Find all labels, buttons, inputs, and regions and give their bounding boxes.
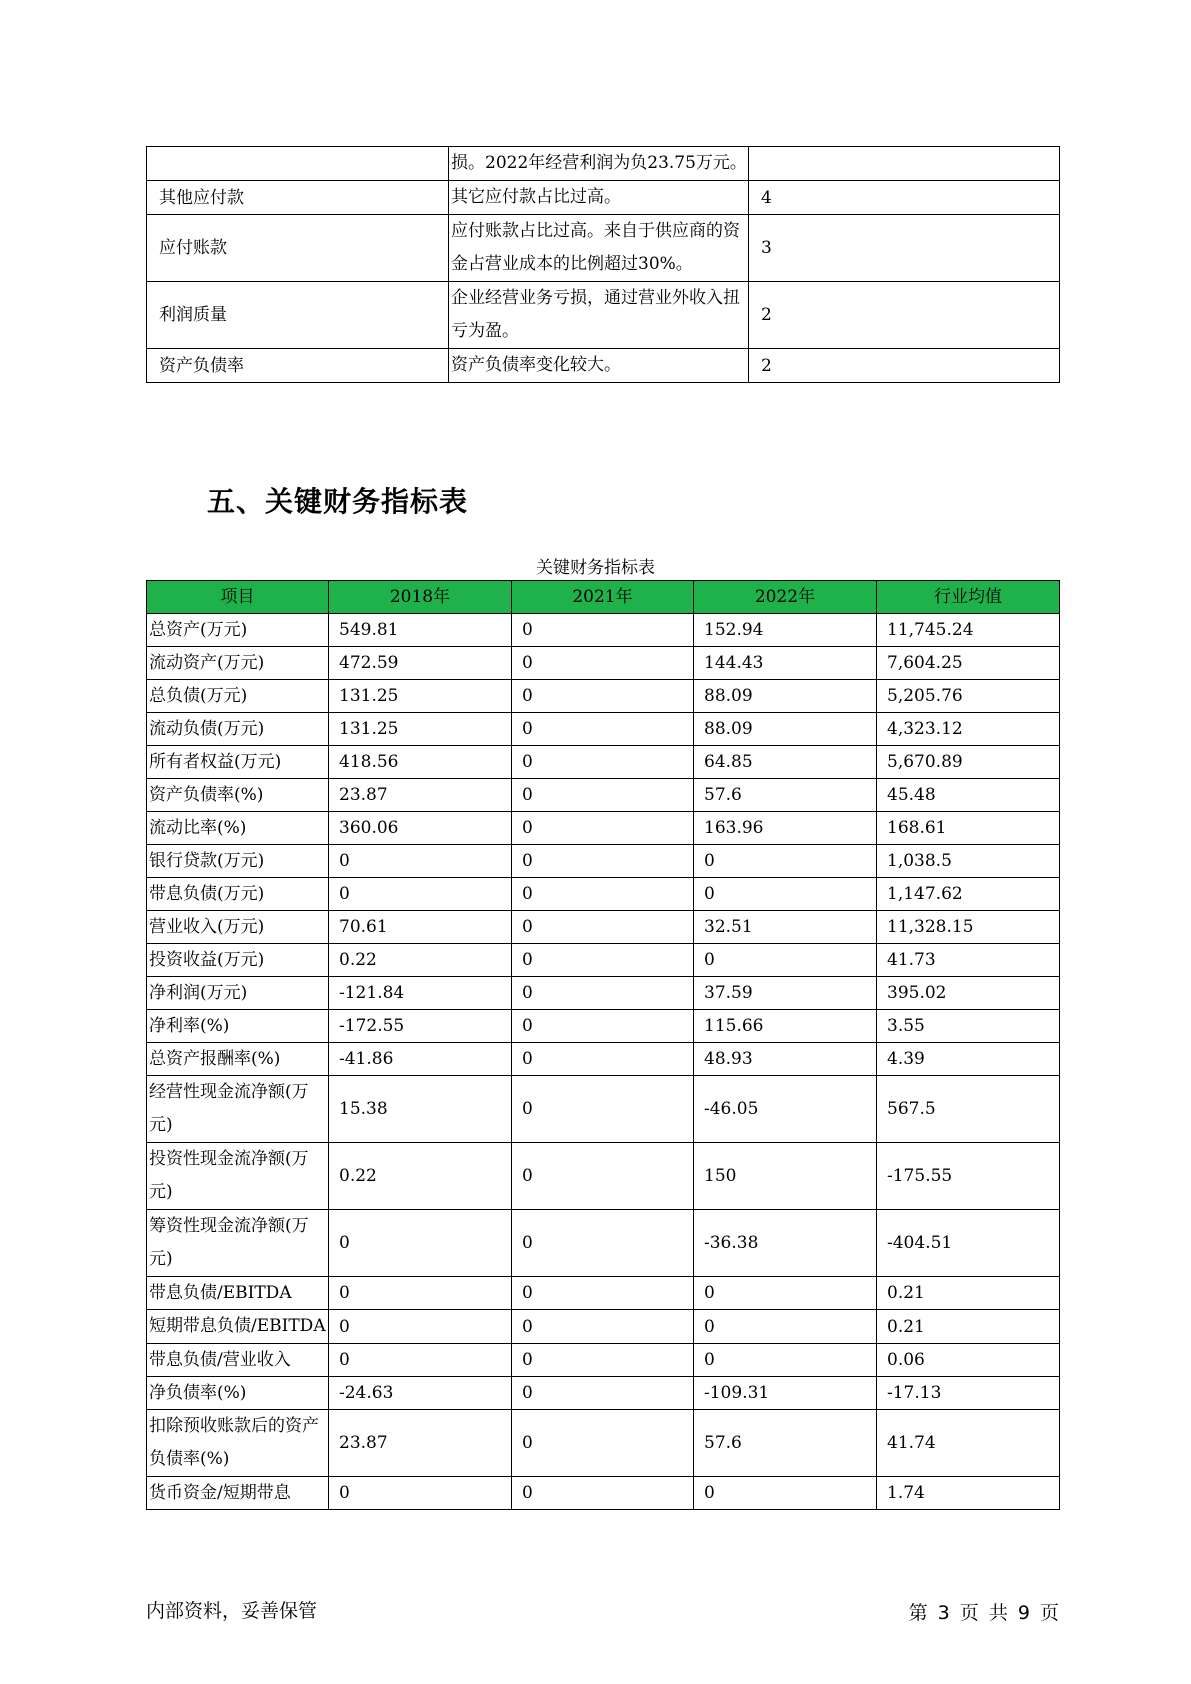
- table-row: [147, 878, 1060, 911]
- risk-score-cell: 3: [749, 215, 1060, 282]
- kpi-value-cell: 0.06: [877, 1344, 1060, 1377]
- kpi-value-cell: 7,604.25: [877, 647, 1060, 680]
- kpi-value-cell: 0: [512, 1210, 694, 1277]
- kpi-value-cell: 0: [512, 911, 694, 944]
- table-row: [147, 812, 1060, 845]
- risk-desc-cell: 损。2022年经营利润为负23.75万元。: [449, 147, 749, 181]
- kpi-value-cell: 3.55: [877, 1010, 1060, 1043]
- kpi-value-cell: 4.39: [877, 1043, 1060, 1076]
- kpi-value-cell: -109.31: [694, 1377, 877, 1410]
- kpi-value-cell: 0: [512, 845, 694, 878]
- risk-score-cell: [749, 147, 1060, 181]
- risk-table-body: [147, 147, 1060, 383]
- kpi-value-cell: 0: [329, 1310, 512, 1344]
- risk-item-cell: 利润质量: [147, 282, 449, 349]
- kpi-label-cell: 银行贷款(万元): [147, 845, 329, 878]
- kpi-label-cell: 短期带息负债/EBITDA: [147, 1310, 329, 1344]
- kpi-value-cell: 0: [512, 647, 694, 680]
- kpi-value-cell: -41.86: [329, 1043, 512, 1076]
- risk-item-cell: 应付账款: [147, 215, 449, 282]
- kpi-value-cell: 88.09: [694, 680, 877, 713]
- kpi-value-cell: 11,328.15: [877, 911, 1060, 944]
- kpi-label-cell: 总资产报酬率(%): [147, 1043, 329, 1076]
- kpi-value-cell: 45.48: [877, 779, 1060, 812]
- kpi-value-cell: 32.51: [694, 911, 877, 944]
- table-row: [147, 1477, 1060, 1510]
- table-row: [147, 282, 1060, 349]
- risk-desc-cell: 其它应付款占比过高。: [449, 181, 749, 215]
- table-row: [147, 147, 1060, 181]
- kpi-label-cell: 流动负债(万元): [147, 713, 329, 746]
- kpi-value-cell: 88.09: [694, 713, 877, 746]
- kpi-label-cell: 总资产(万元): [147, 614, 329, 647]
- kpi-header-row: [147, 581, 1060, 614]
- kpi-value-cell: -172.55: [329, 1010, 512, 1043]
- risk-table: [146, 146, 1060, 383]
- kpi-value-cell: 418.56: [329, 746, 512, 779]
- table-row: [147, 1310, 1060, 1344]
- kpi-value-cell: 41.73: [877, 944, 1060, 977]
- kpi-value-cell: 37.59: [694, 977, 877, 1010]
- kpi-value-cell: 131.25: [329, 713, 512, 746]
- kpi-header-cell: 2018年: [329, 581, 512, 614]
- kpi-label-cell: 流动比率(%): [147, 812, 329, 845]
- kpi-table-caption: 关键财务指标表: [536, 558, 655, 578]
- kpi-value-cell: 0: [512, 614, 694, 647]
- footer-confidential-note: 内部资料，妥善保管: [146, 1600, 318, 1622]
- kpi-label-cell: 流动资产(万元): [147, 647, 329, 680]
- kpi-value-cell: 472.59: [329, 647, 512, 680]
- table-row: [147, 1143, 1060, 1210]
- kpi-value-cell: 0: [512, 1344, 694, 1377]
- kpi-value-cell: 0: [329, 1210, 512, 1277]
- kpi-value-cell: 0: [512, 977, 694, 1010]
- kpi-value-cell: 1,147.62: [877, 878, 1060, 911]
- kpi-value-cell: 57.6: [694, 779, 877, 812]
- kpi-value-cell: 131.25: [329, 680, 512, 713]
- kpi-value-cell: 360.06: [329, 812, 512, 845]
- table-row: [147, 614, 1060, 647]
- kpi-value-cell: 0: [329, 1277, 512, 1310]
- kpi-value-cell: 11,745.24: [877, 614, 1060, 647]
- kpi-value-cell: 0: [694, 1310, 877, 1344]
- kpi-label-cell: 营业收入(万元): [147, 911, 329, 944]
- kpi-table-head: [147, 581, 1060, 614]
- kpi-value-cell: 1,038.5: [877, 845, 1060, 878]
- kpi-table-body: [147, 614, 1060, 1510]
- kpi-value-cell: -175.55: [877, 1143, 1060, 1210]
- table-row: [147, 1410, 1060, 1477]
- kpi-value-cell: 15.38: [329, 1076, 512, 1143]
- risk-desc-cell: 企业经营业务亏损，通过营业外收入扭亏为盈。: [449, 282, 749, 349]
- kpi-label-cell: 筹资性现金流净额(万元): [147, 1210, 329, 1277]
- kpi-label-cell: 带息负债(万元): [147, 878, 329, 911]
- kpi-value-cell: 0.22: [329, 1143, 512, 1210]
- table-row: [147, 779, 1060, 812]
- kpi-value-cell: 41.74: [877, 1410, 1060, 1477]
- table-row: [147, 181, 1060, 215]
- kpi-value-cell: -17.13: [877, 1377, 1060, 1410]
- kpi-value-cell: 0: [512, 812, 694, 845]
- risk-item-cell: 其他应付款: [147, 181, 449, 215]
- kpi-value-cell: 0: [694, 1344, 877, 1377]
- kpi-label-cell: 投资收益(万元): [147, 944, 329, 977]
- kpi-value-cell: 23.87: [329, 779, 512, 812]
- kpi-value-cell: 0: [694, 845, 877, 878]
- footer-page-number: 第 3 页 共 9 页: [908, 1602, 1059, 1624]
- kpi-value-cell: 567.5: [877, 1076, 1060, 1143]
- kpi-value-cell: 0: [694, 1277, 877, 1310]
- kpi-value-cell: 48.93: [694, 1043, 877, 1076]
- kpi-value-cell: -36.38: [694, 1210, 877, 1277]
- kpi-value-cell: 5,205.76: [877, 680, 1060, 713]
- kpi-value-cell: 0: [512, 1410, 694, 1477]
- kpi-value-cell: 0.21: [877, 1277, 1060, 1310]
- kpi-header-cell: 2021年: [512, 581, 694, 614]
- kpi-value-cell: 168.61: [877, 812, 1060, 845]
- kpi-value-cell: 0: [512, 1076, 694, 1143]
- kpi-value-cell: 0: [512, 1310, 694, 1344]
- kpi-value-cell: 0: [329, 845, 512, 878]
- kpi-label-cell: 投资性现金流净额(万元): [147, 1143, 329, 1210]
- kpi-value-cell: -121.84: [329, 977, 512, 1010]
- kpi-label-cell: 扣除预收账款后的资产负债率(%): [147, 1410, 329, 1477]
- risk-score-cell: 2: [749, 282, 1060, 349]
- kpi-value-cell: 0: [512, 779, 694, 812]
- kpi-value-cell: 0: [512, 1277, 694, 1310]
- table-row: [147, 1010, 1060, 1043]
- kpi-value-cell: 4,323.12: [877, 713, 1060, 746]
- kpi-value-cell: 0: [329, 1477, 512, 1510]
- table-row: [147, 944, 1060, 977]
- table-row: [147, 647, 1060, 680]
- table-row: [147, 349, 1060, 383]
- kpi-header-cell: 2022年: [694, 581, 877, 614]
- kpi-value-cell: 0: [512, 944, 694, 977]
- risk-score-cell: 4: [749, 181, 1060, 215]
- kpi-value-cell: 0: [512, 713, 694, 746]
- table-row: [147, 1076, 1060, 1143]
- table-row: [147, 746, 1060, 779]
- table-row: [147, 713, 1060, 746]
- kpi-label-cell: 带息负债/营业收入: [147, 1344, 329, 1377]
- kpi-value-cell: 0.21: [877, 1310, 1060, 1344]
- kpi-value-cell: 0: [512, 1477, 694, 1510]
- kpi-label-cell: 经营性现金流净额(万元): [147, 1076, 329, 1143]
- kpi-value-cell: 152.94: [694, 614, 877, 647]
- kpi-value-cell: 57.6: [694, 1410, 877, 1477]
- risk-desc-cell: 应付账款占比过高。来自于供应商的资金占营业成本的比例超过30%。: [449, 215, 749, 282]
- risk-score-cell: 2: [749, 349, 1060, 383]
- kpi-value-cell: 115.66: [694, 1010, 877, 1043]
- kpi-value-cell: 0: [512, 878, 694, 911]
- kpi-value-cell: 0: [694, 878, 877, 911]
- kpi-value-cell: 144.43: [694, 647, 877, 680]
- kpi-label-cell: 资产负债率(%): [147, 779, 329, 812]
- risk-item-cell: 资产负债率: [147, 349, 449, 383]
- kpi-value-cell: -24.63: [329, 1377, 512, 1410]
- kpi-value-cell: 395.02: [877, 977, 1060, 1010]
- kpi-label-cell: 净利润(万元): [147, 977, 329, 1010]
- section-heading: 五、关键财务指标表: [207, 485, 469, 518]
- kpi-value-cell: 0: [694, 1477, 877, 1510]
- kpi-value-cell: 0: [512, 1377, 694, 1410]
- kpi-value-cell: 0: [512, 1043, 694, 1076]
- kpi-label-cell: 总负债(万元): [147, 680, 329, 713]
- kpi-value-cell: 0: [512, 746, 694, 779]
- kpi-value-cell: -404.51: [877, 1210, 1060, 1277]
- kpi-label-cell: 带息负债/EBITDA: [147, 1277, 329, 1310]
- table-row: [147, 1377, 1060, 1410]
- kpi-value-cell: 0: [329, 878, 512, 911]
- kpi-label-cell: 净负债率(%): [147, 1377, 329, 1410]
- table-row: [147, 215, 1060, 282]
- kpi-value-cell: 0: [512, 680, 694, 713]
- table-row: [147, 977, 1060, 1010]
- kpi-label-cell: 所有者权益(万元): [147, 746, 329, 779]
- kpi-header-cell: 项目: [147, 581, 329, 614]
- kpi-table: [146, 580, 1060, 1510]
- risk-item-cell: [147, 147, 449, 181]
- kpi-value-cell: 5,670.89: [877, 746, 1060, 779]
- table-row: [147, 1277, 1060, 1310]
- kpi-value-cell: 0: [512, 1143, 694, 1210]
- kpi-value-cell: 549.81: [329, 614, 512, 647]
- table-row: [147, 1210, 1060, 1277]
- kpi-value-cell: 1.74: [877, 1477, 1060, 1510]
- kpi-value-cell: 0: [329, 1344, 512, 1377]
- kpi-value-cell: -46.05: [694, 1076, 877, 1143]
- table-row: [147, 845, 1060, 878]
- table-row: [147, 1344, 1060, 1377]
- kpi-value-cell: 70.61: [329, 911, 512, 944]
- risk-desc-cell: 资产负债率变化较大。: [449, 349, 749, 383]
- kpi-label-cell: 货币资金/短期带息: [147, 1477, 329, 1510]
- kpi-value-cell: 0: [694, 944, 877, 977]
- table-row: [147, 680, 1060, 713]
- kpi-value-cell: 150: [694, 1143, 877, 1210]
- kpi-label-cell: 净利率(%): [147, 1010, 329, 1043]
- kpi-value-cell: 64.85: [694, 746, 877, 779]
- table-row: [147, 1043, 1060, 1076]
- kpi-value-cell: 0: [512, 1010, 694, 1043]
- kpi-value-cell: 163.96: [694, 812, 877, 845]
- table-row: [147, 911, 1060, 944]
- kpi-value-cell: 0.22: [329, 944, 512, 977]
- kpi-header-cell: 行业均值: [877, 581, 1060, 614]
- kpi-value-cell: 23.87: [329, 1410, 512, 1477]
